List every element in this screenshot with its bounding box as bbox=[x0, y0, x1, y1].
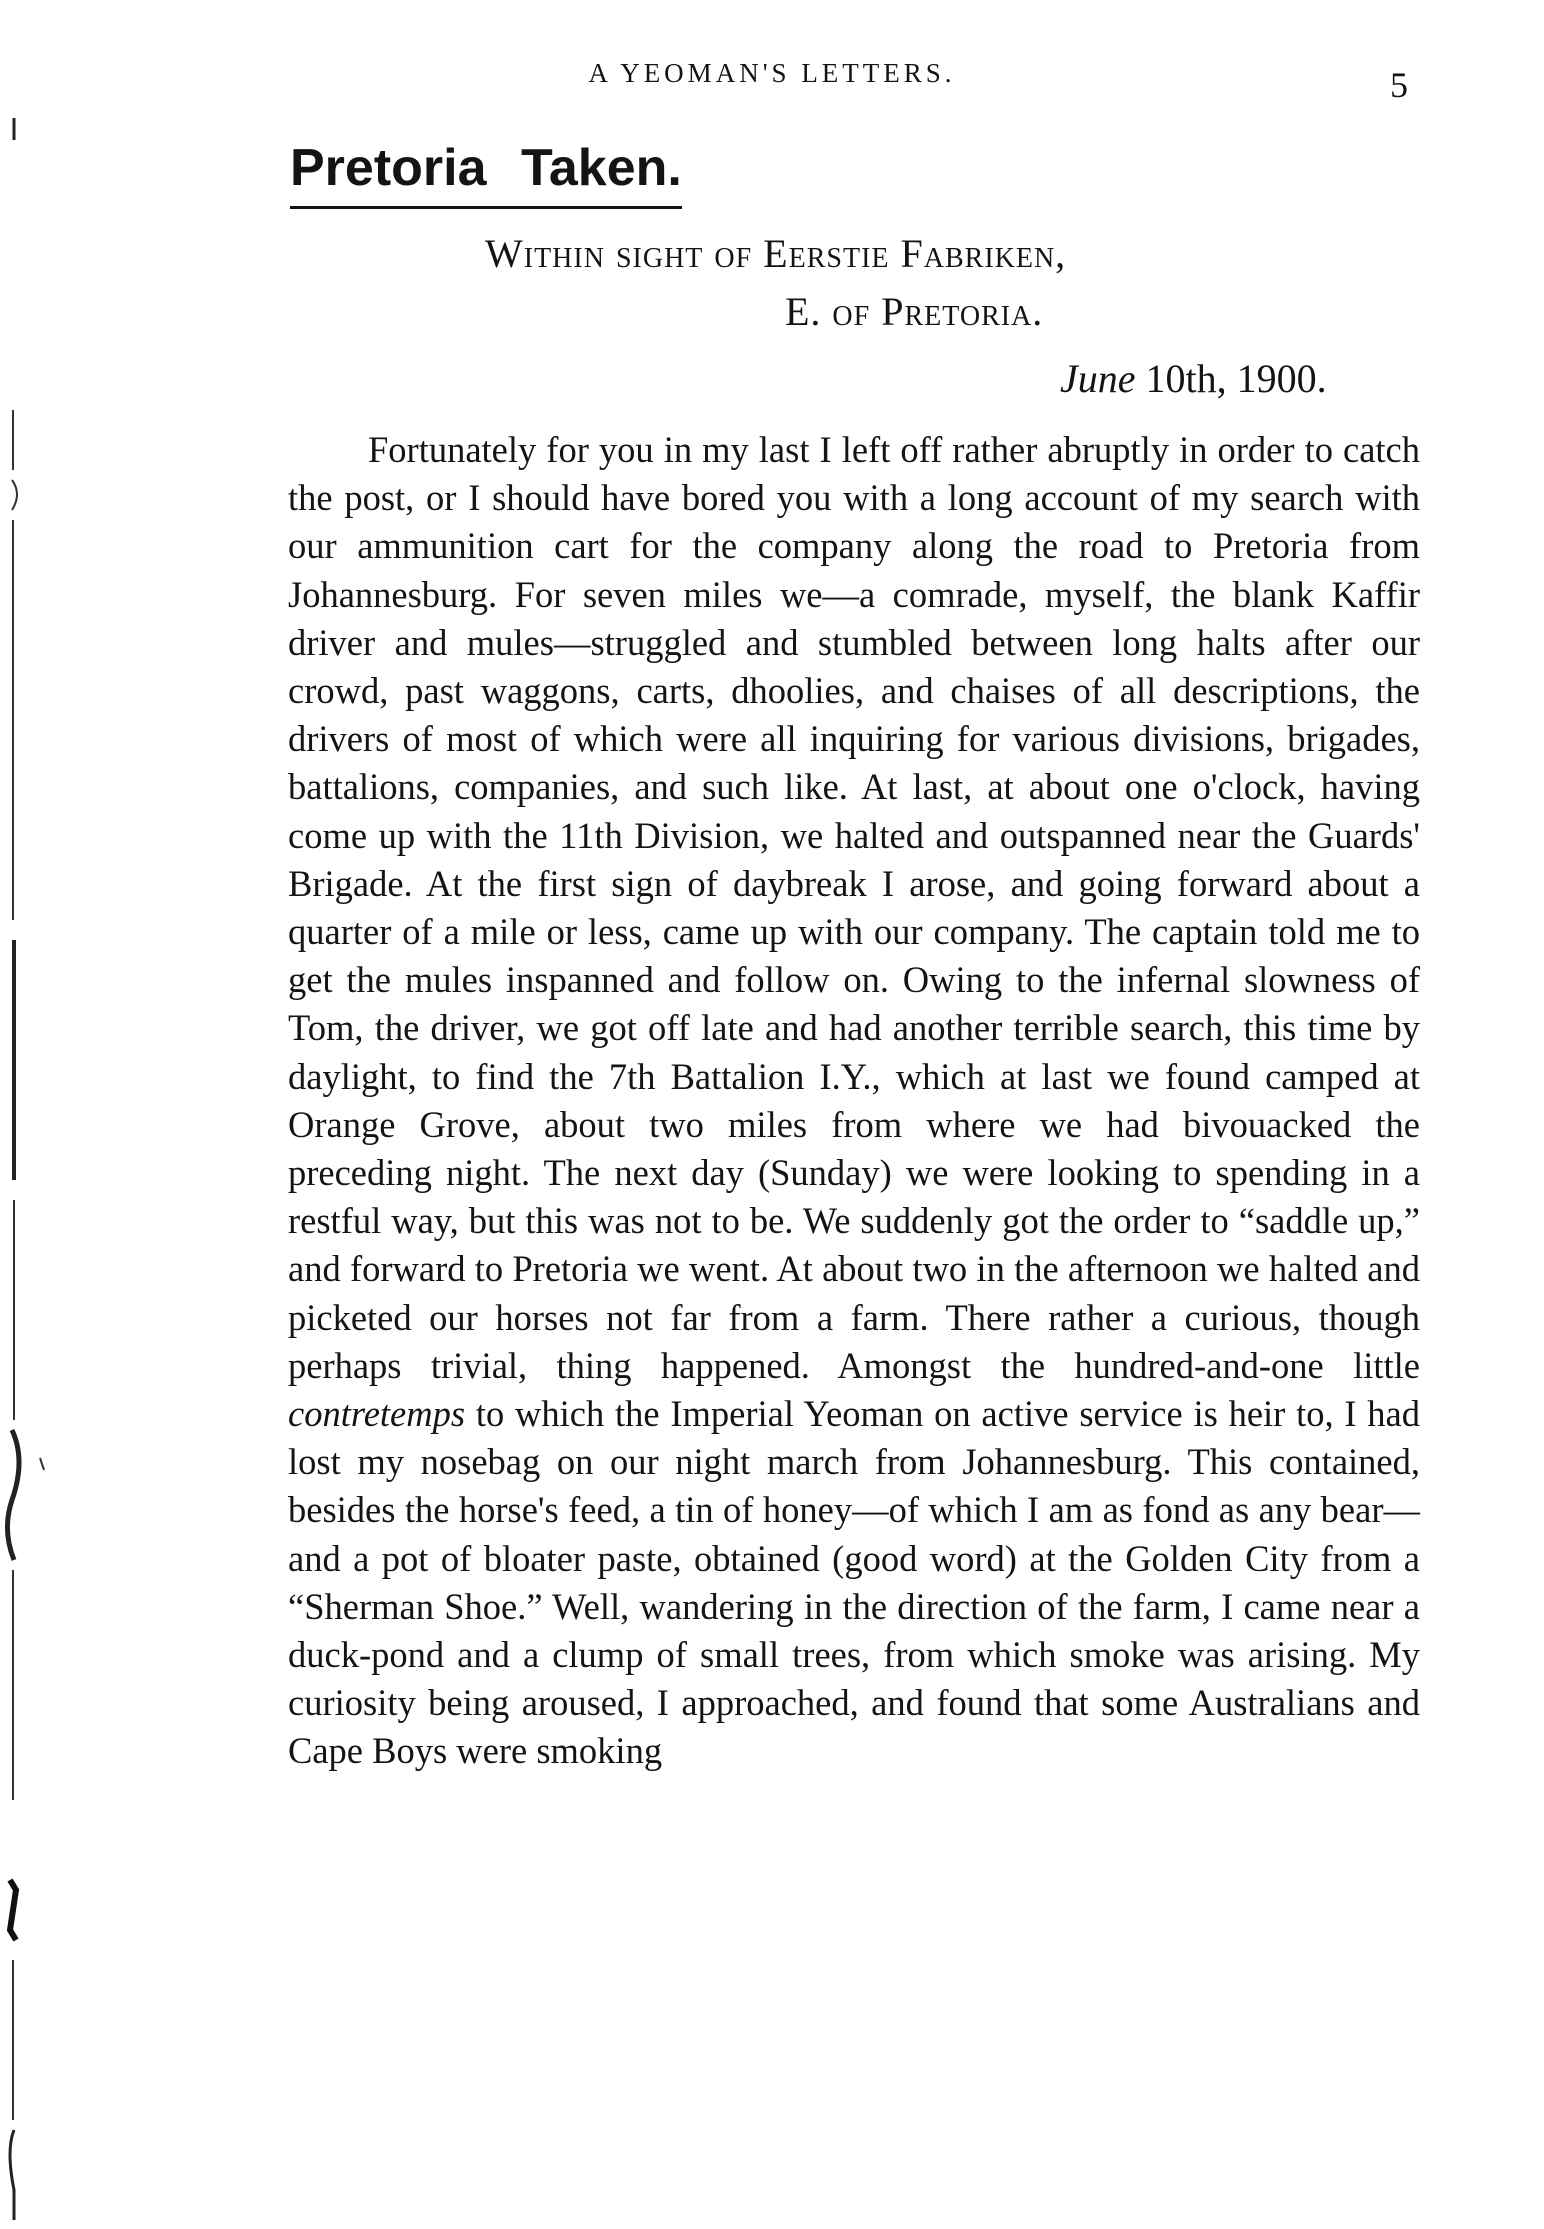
letter-body-paragraph bbox=[288, 426, 1420, 1776]
dateline-region: E. of Pretoria. bbox=[785, 289, 1044, 334]
date-month: June bbox=[1060, 356, 1136, 401]
date-day: 10th, bbox=[1145, 356, 1227, 401]
page-number: 5 bbox=[1390, 65, 1408, 105]
chapter-title: Pretoria Taken. bbox=[290, 138, 682, 209]
paragraph-text-part2: to which the Imperial Yeoman on active service is heir to, I had lost my nosebag on our night march from Johannesburg. This contained, besides the horse's feed, a tin of honey—of which I am as fond as any bear—and a pot of bloater paste, obtained (good word) at the Golden City from a “Sherman Shoe.” Well, wandering in the direction of the farm, I came near a duck-pond and a clump of small trees, from which smoke was arising. My curiosity being aroused, I approached, and found that some Australians and Cape Boys were smoking bbox=[288, 1393, 1421, 1772]
dateline-date bbox=[1060, 355, 1327, 402]
paragraph-text-part1: Fortunately for you in my last I left off rather abruptly in order to catch the post, or I should have bored you with a long account of my search with our ammunition cart for the company along the road to Pretoria from Johannesburg. For seven miles we—a comrade, myself, the blank Kaffir driver and mules—struggled and stumbled between long halts after our crowd, past waggons, carts, dhoolies, and chaises of all descriptions, the drivers of most of which were all inquiring for various divisions, brigades, battalions, companies, and such like. At last, at about one o'clock, having come up with the 11th Division, we halted and outspanned near the Guards' Brigade. At the first sign of daybreak I arose, and going forward about a quarter of a mile or less, came up with our company. The captain told me to get the mules inspanned and follow on. Owing to the infernal slowness of Tom, the driver, we got off late and had another terrible search, this time by daylight, to find the 7th Battalion I.Y., which at last we found camped at Orange Grove, about two miles from where we had bivouacked the preceding night. The next day (Sunday) we were looking to spending in a restful way, but this was not to be. We suddenly got the order to “saddle up,” and forward to Pretoria we went. At about two in the afternoon we halted and picketed our horses not far from a farm. There rather a curious, though perhaps trivial, thing happened. Amongst the hundred-and-one little bbox=[288, 429, 1420, 1386]
binding-edge-marks bbox=[0, 0, 60, 2229]
italic-term: contretemps bbox=[288, 1393, 466, 1435]
running-head: A YEOMAN'S LETTERS. bbox=[588, 58, 956, 88]
date-year: 1900. bbox=[1236, 356, 1327, 401]
dateline-location: Within sight of Eerstie Fabriken, bbox=[485, 231, 1067, 276]
